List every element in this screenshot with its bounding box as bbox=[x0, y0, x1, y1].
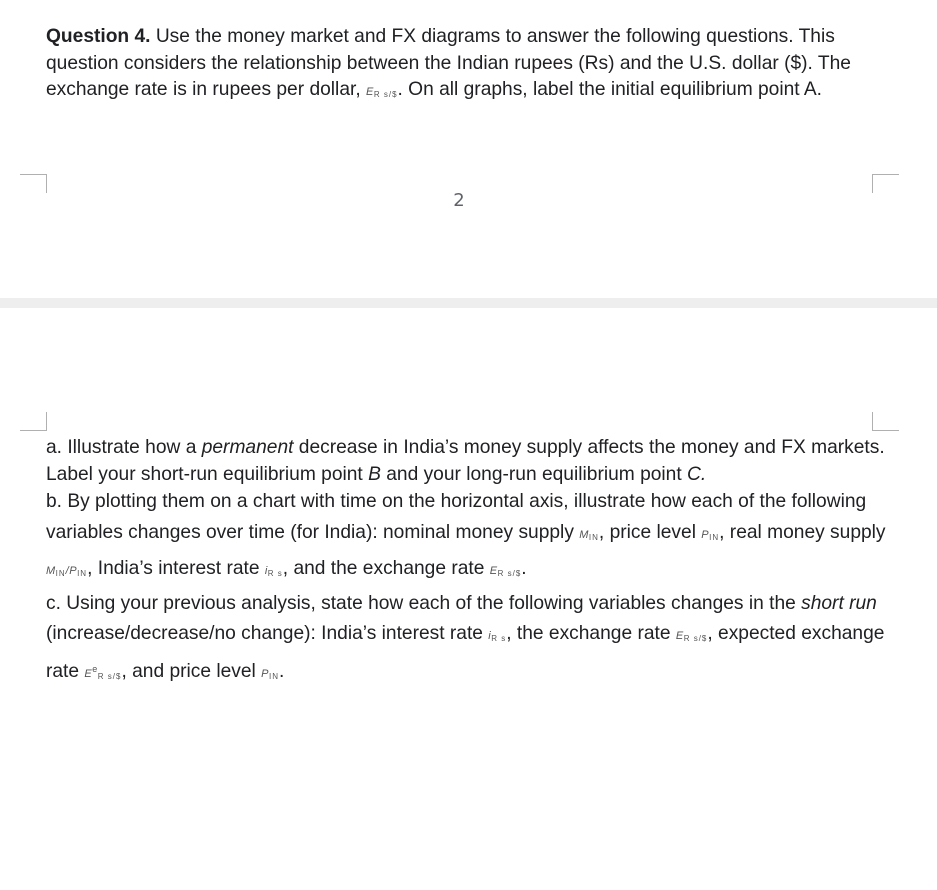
page-corner-mark-bottom-right bbox=[872, 412, 899, 431]
interest-rate-symbol-c: $i_{R s}$ bbox=[488, 630, 507, 643]
page-separator bbox=[0, 298, 937, 308]
document-page-1 bbox=[0, 0, 937, 298]
question-intro-text: Use the money market and FX diagrams to answer the following questions. This question considers the relationship between the Indian rupees (Rs) and the U.S. dollar ($). The exchange rate is in rupees per dollar, bbox=[46, 26, 851, 100]
exchange-rate-symbol: $E_{R s/\$}$ bbox=[366, 86, 398, 99]
question-intro bbox=[46, 24, 906, 109]
question-intro-text-end: . On all graphs, label the initial equilibrium point A. bbox=[397, 79, 823, 100]
exchange-rate-symbol-b: $E_{R s/\$}$ bbox=[489, 565, 522, 578]
part-a: a. Illustrate how a permanent decrease in India’s money supply affects the money and FX markets. Label your short-run equilibrium point B and your long-run equilibrium point C. bbox=[46, 437, 885, 485]
question-label: Question 4. bbox=[46, 26, 151, 47]
real-money-supply-symbol: $M_{IN}/P_{IN}$ bbox=[46, 565, 88, 578]
question-parts bbox=[46, 435, 906, 692]
page-corner-mark-top-left bbox=[20, 174, 47, 193]
part-b: b. By plotting them on a chart with time on the horizontal axis, illustrate how each of the following variables changes over time (for India): nominal money supply $M_{IN}$, price level $P_{IN}$, real money supply $M_{IN}/P_{IN}$, India’s interest rate $i_{R s}$, and the exchange rate $E_{R s/\$}$. bbox=[46, 491, 886, 579]
expected-exchange-rate-symbol: $E^e_{R s/\$}$ bbox=[84, 664, 122, 681]
money-supply-symbol: $M_{IN}$ bbox=[579, 529, 599, 542]
page-number: 2 bbox=[453, 190, 465, 211]
document-page-2 bbox=[0, 308, 937, 890]
exchange-rate-symbol-c: $E_{R s/\$}$ bbox=[675, 630, 708, 643]
interest-rate-symbol: $i_{R s}$ bbox=[264, 565, 283, 578]
part-c: c. Using your previous analysis, state how each of the following variables changes in the short run (increase/decrease/no change): India’s interest rate $i_{R s}$, the exchange rate $E_{R s/\$}$, expected exchange rate $E^e_{R s/\$}$, and price level $P_{IN}$. bbox=[46, 593, 885, 682]
price-level-symbol-c: $P_{IN}$ bbox=[261, 668, 279, 681]
page-corner-mark-bottom-left bbox=[20, 412, 47, 431]
page-corner-mark-top-right bbox=[872, 174, 899, 193]
price-level-symbol: $P_{IN}$ bbox=[701, 529, 720, 542]
